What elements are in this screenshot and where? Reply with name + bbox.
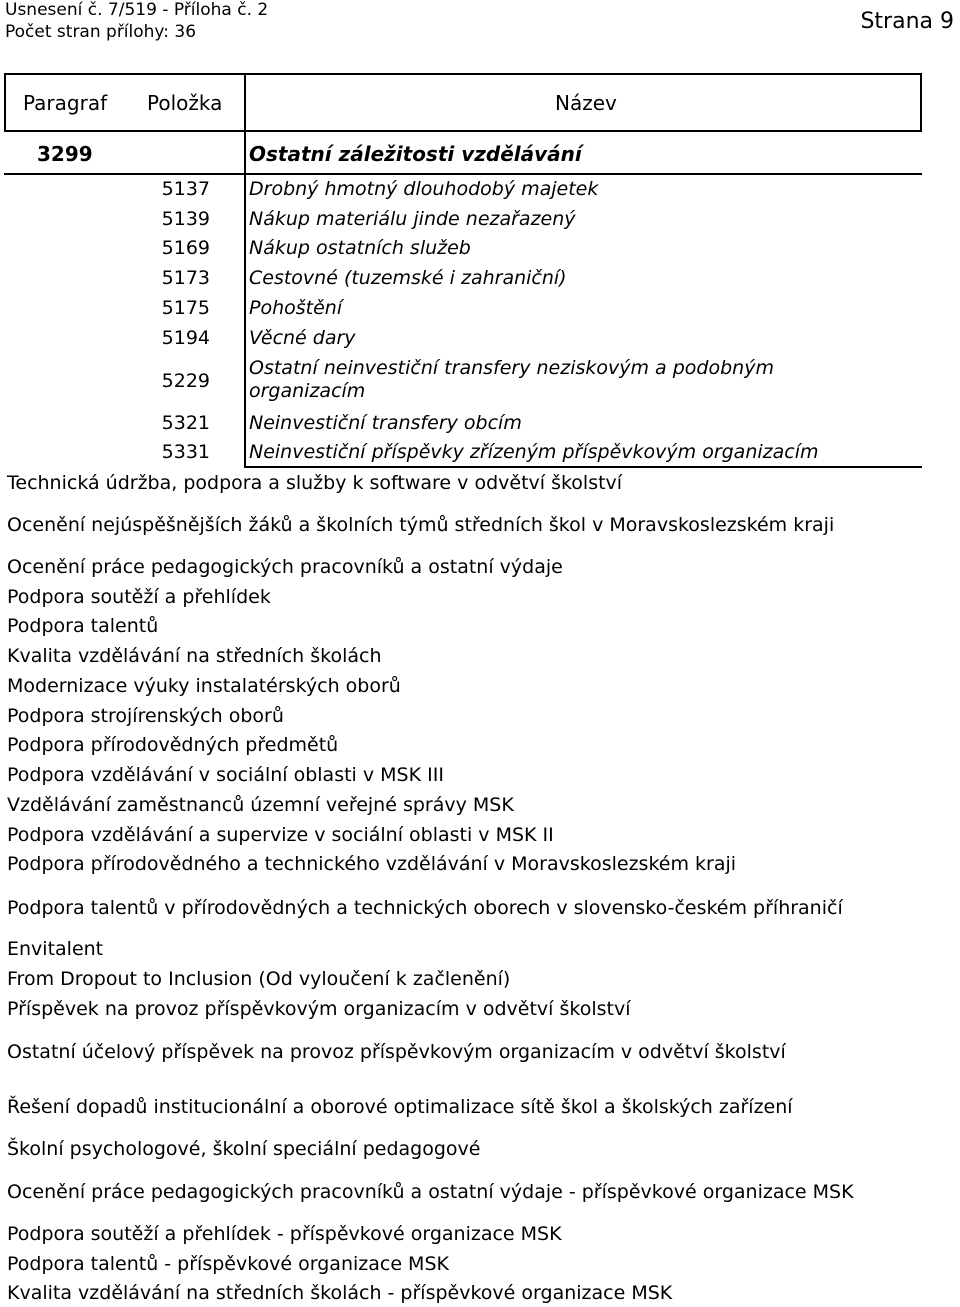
item-name: Drobný hmotný dlouhodobý majetek (249, 178, 599, 200)
column-header-polozka: Položka (147, 91, 223, 115)
item-code: 5139 (161, 208, 210, 230)
purpose-item: Podpora soutěží a přehlídek - příspěvkové organizace MSK (7, 1223, 562, 1245)
purpose-item: From Dropout to Inclusion (Od vyloučení k začlenění) (7, 968, 511, 990)
item-code: 5229 (161, 370, 210, 392)
items-bottom-border (244, 466, 922, 468)
purpose-item: Podpora vzdělávání a supervize v sociální oblasti v MSK II (7, 824, 554, 846)
section-paragraph-code: 3299 (37, 142, 93, 166)
purpose-item: Podpora talentů - příspěvkové organizace MSK (7, 1253, 449, 1275)
purpose-item: Podpora přírodovědného a technického vzdělávání v Moravskoslezském kraji (7, 853, 737, 875)
table-top-border (4, 73, 922, 75)
purpose-item: Kvalita vzdělávání na středních školách (7, 645, 382, 667)
purpose-item: Podpora talentů v přírodovědných a technických oborech v slovensko-českém příhraničí (7, 897, 843, 919)
column-header-paragraf: Paragraf (23, 91, 108, 115)
item-name: Nákup materiálu jinde nezařazený (249, 208, 576, 230)
purpose-item: Podpora vzdělávání v sociální oblasti v MSK III (7, 764, 444, 786)
item-name: Nákup ostatních služeb (249, 237, 471, 259)
item-name: Neinvestiční transfery obcím (249, 412, 522, 434)
item-code: 5173 (161, 267, 210, 289)
purpose-item: Školní psychologové, školní speciální pedagogové (7, 1138, 481, 1160)
purpose-item: Ocenění nejúspěšnějších žáků a školních týmů středních škol v Moravskoslezském kraji (7, 514, 835, 536)
purpose-item: Modernizace výuky instalatérských oborů (7, 675, 401, 697)
purpose-item: Ocenění práce pedagogických pracovníků a ostatní výdaje (7, 556, 563, 578)
column-header-nazev: Název (555, 91, 617, 115)
purpose-item: Podpora přírodovědných předmětů (7, 734, 339, 756)
item-code: 5169 (161, 237, 210, 259)
purpose-item: Ostatní účelový příspěvek na provoz příspěvkovým organizacím v odvětví školství (7, 1041, 786, 1063)
item-code: 5321 (161, 412, 210, 434)
purpose-item: Envitalent (7, 938, 104, 960)
purpose-item: Vzdělávání zaměstnanců územní veřejné správy MSK (7, 794, 514, 816)
purpose-item: Podpora soutěží a přehlídek (7, 586, 271, 608)
purpose-item: Příspěvek na provoz příspěvkovým organizacím v odvětví školství (7, 998, 631, 1020)
table-right-border (920, 73, 922, 132)
item-code: 5331 (161, 441, 210, 463)
purpose-item: Řešení dopadů institucionální a oborové optimalizace sítě škol a školských zařízení (7, 1096, 793, 1118)
section-title: Ostatní záležitosti vzdělávání (249, 142, 582, 166)
purpose-item: Podpora talentů (7, 615, 159, 637)
page-number: Strana 9 (860, 9, 954, 34)
name-column-divider (244, 73, 246, 468)
item-code: 5194 (161, 327, 210, 349)
item-name: Věcné dary (249, 327, 356, 349)
attachment-page-count: Počet stran přílohy: 36 (5, 22, 197, 42)
section-bottom-border (4, 173, 922, 175)
purpose-item: Technická údržba, podpora a služby k software v odvětví školství (7, 472, 623, 494)
purpose-item: Podpora strojírenských oborů (7, 705, 284, 727)
item-code: 5137 (161, 178, 210, 200)
item-name: Pohoštění (249, 297, 343, 319)
resolution-reference: Usnesení č. 7/519 - Příloha č. 2 (5, 0, 269, 20)
table-header-bottom-border (4, 130, 922, 132)
purpose-item: Kvalita vzdělávání na středních školách - příspěvkové organizace MSK (7, 1282, 673, 1304)
item-name: Cestovné (tuzemské i zahraniční) (249, 267, 567, 289)
item-name: Neinvestiční příspěvky zřízeným příspěvkovým organizacím (249, 441, 819, 463)
item-code: 5175 (161, 297, 210, 319)
table-left-border (4, 73, 6, 132)
item-name: Ostatní neinvestiční transfery neziskovým a podobným organizacím (249, 357, 774, 402)
purpose-item: Ocenění práce pedagogických pracovníků a ostatní výdaje - příspěvkové organizace MSK (7, 1181, 854, 1203)
